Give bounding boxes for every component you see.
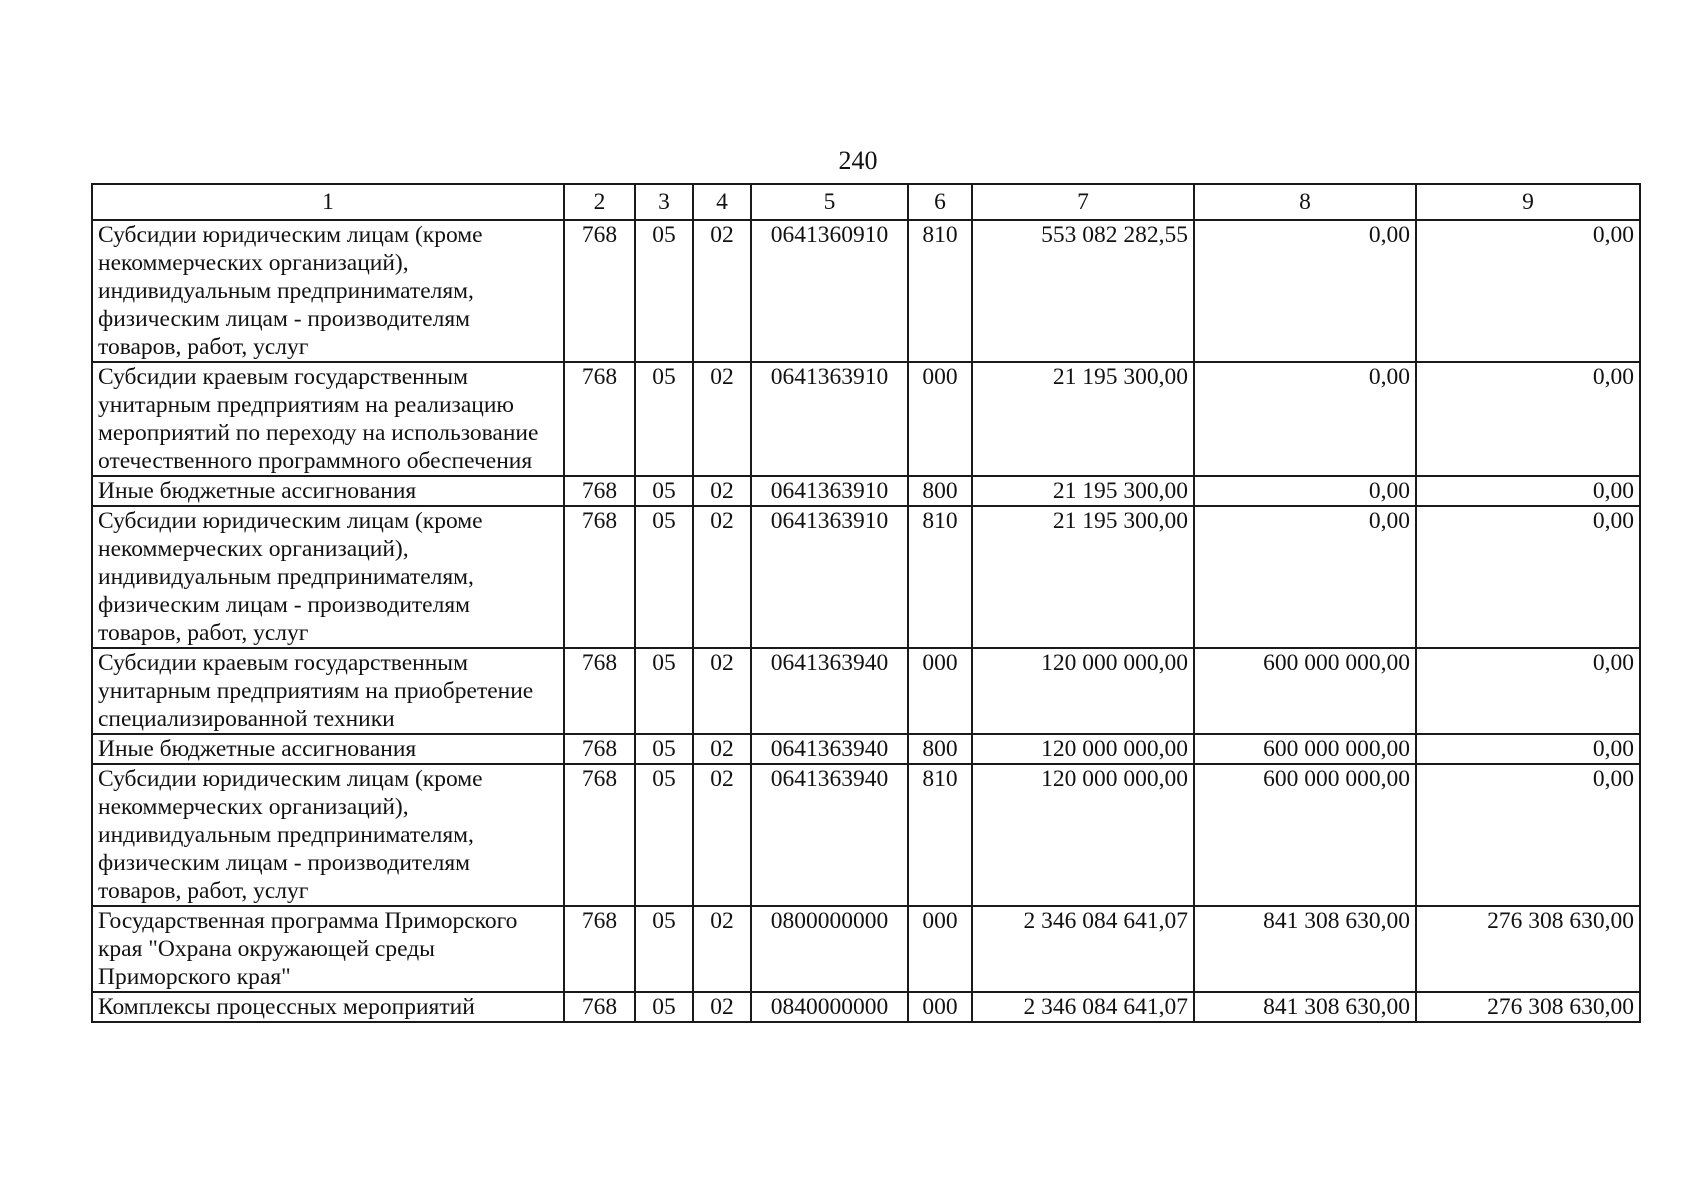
target-article-code: 0641363910 — [751, 362, 908, 476]
budget-table — [91, 183, 1641, 1023]
ministry-code: 768 — [564, 992, 635, 1022]
header-row — [92, 184, 1640, 220]
subsection-code: 02 — [693, 220, 751, 362]
subsection-code: 02 — [693, 506, 751, 648]
table-row — [92, 506, 1640, 648]
expense-type-code: 810 — [908, 220, 972, 362]
target-article-code: 0641360910 — [751, 220, 908, 362]
section-code: 05 — [635, 220, 693, 362]
table-row — [92, 734, 1640, 764]
target-article-code: 0641363910 — [751, 506, 908, 648]
expense-type-code: 000 — [908, 992, 972, 1022]
target-article-code: 0641363940 — [751, 648, 908, 734]
header-cell: 1 — [92, 184, 564, 220]
amount-col9: 276 308 630,00 — [1416, 992, 1640, 1022]
expense-type-code: 800 — [908, 734, 972, 764]
item-name: Государственная программа Приморского края "Охрана окружающей среды Приморского края" — [92, 906, 564, 992]
amount-col9: 0,00 — [1416, 764, 1640, 906]
header-cell: 2 — [564, 184, 635, 220]
header-cell: 8 — [1194, 184, 1416, 220]
section-code: 05 — [635, 648, 693, 734]
amount-col9: 0,00 — [1416, 476, 1640, 506]
amount-col8: 600 000 000,00 — [1194, 764, 1416, 906]
amount-col9: 276 308 630,00 — [1416, 906, 1640, 992]
ministry-code: 768 — [564, 648, 635, 734]
table-row — [92, 992, 1640, 1022]
header-cell: 5 — [751, 184, 908, 220]
section-code: 05 — [635, 992, 693, 1022]
amount-col9: 0,00 — [1416, 648, 1640, 734]
amount-col8: 0,00 — [1194, 362, 1416, 476]
ministry-code: 768 — [564, 362, 635, 476]
page-number: 240 — [838, 146, 878, 175]
section-code: 05 — [635, 476, 693, 506]
table-row — [92, 476, 1640, 506]
expense-type-code: 810 — [908, 764, 972, 906]
expense-type-code: 000 — [908, 648, 972, 734]
item-name: Субсидии юридическим лицам (кроме некоммерческих организаций), индивидуальным предпринимателям, физическим лицам - производителям товаров, работ, услуг — [92, 506, 564, 648]
item-name: Субсидии юридическим лицам (кроме некоммерческих организаций), индивидуальным предпринимателям, физическим лицам - производителям товаров, работ, услуг — [92, 220, 564, 362]
amount-col7: 120 000 000,00 — [972, 734, 1194, 764]
section-code: 05 — [635, 764, 693, 906]
target-article-code: 0641363940 — [751, 764, 908, 906]
header-cell: 4 — [693, 184, 751, 220]
target-article-code: 0800000000 — [751, 906, 908, 992]
amount-col7: 2 346 084 641,07 — [972, 992, 1194, 1022]
amount-col9: 0,00 — [1416, 220, 1640, 362]
table-row — [92, 220, 1640, 362]
amount-col8: 841 308 630,00 — [1194, 992, 1416, 1022]
subsection-code: 02 — [693, 362, 751, 476]
expense-type-code: 800 — [908, 476, 972, 506]
ministry-code: 768 — [564, 906, 635, 992]
table-row — [92, 648, 1640, 734]
subsection-code: 02 — [693, 648, 751, 734]
amount-col8: 841 308 630,00 — [1194, 906, 1416, 992]
item-name: Субсидии краевым государственным унитарным предприятиям на реализацию мероприятий по переходу на использование отечественного программного обеспечения — [92, 362, 564, 476]
item-name: Субсидии краевым государственным унитарным предприятиям на приобретение специализированной техники — [92, 648, 564, 734]
item-name: Иные бюджетные ассигнования — [92, 734, 564, 764]
header-cell: 3 — [635, 184, 693, 220]
table-row — [92, 764, 1640, 906]
amount-col7: 553 082 282,55 — [972, 220, 1194, 362]
ministry-code: 768 — [564, 220, 635, 362]
amount-col7: 21 195 300,00 — [972, 506, 1194, 648]
subsection-code: 02 — [693, 764, 751, 906]
amount-col7: 21 195 300,00 — [972, 476, 1194, 506]
item-name: Субсидии юридическим лицам (кроме некоммерческих организаций), индивидуальным предпринимателям, физическим лицам - производителям товаров, работ, услуг — [92, 764, 564, 906]
target-article-code: 0641363940 — [751, 734, 908, 764]
amount-col8: 600 000 000,00 — [1194, 648, 1416, 734]
section-code: 05 — [635, 734, 693, 764]
amount-col7: 2 346 084 641,07 — [972, 906, 1194, 992]
subsection-code: 02 — [693, 476, 751, 506]
amount-col8: 0,00 — [1194, 506, 1416, 648]
table-row — [92, 906, 1640, 992]
amount-col8: 0,00 — [1194, 476, 1416, 506]
section-code: 05 — [635, 506, 693, 648]
amount-col7: 21 195 300,00 — [972, 362, 1194, 476]
subsection-code: 02 — [693, 906, 751, 992]
subsection-code: 02 — [693, 734, 751, 764]
expense-type-code: 000 — [908, 362, 972, 476]
expense-type-code: 810 — [908, 506, 972, 648]
table-row — [92, 362, 1640, 476]
amount-col9: 0,00 — [1416, 734, 1640, 764]
amount-col7: 120 000 000,00 — [972, 764, 1194, 906]
amount-col8: 0,00 — [1194, 220, 1416, 362]
amount-col9: 0,00 — [1416, 362, 1640, 476]
header-cell: 9 — [1416, 184, 1640, 220]
ministry-code: 768 — [564, 734, 635, 764]
expense-type-code: 000 — [908, 906, 972, 992]
item-name: Комплексы процессных мероприятий — [92, 992, 564, 1022]
target-article-code: 0840000000 — [751, 992, 908, 1022]
ministry-code: 768 — [564, 476, 635, 506]
header-cell: 7 — [972, 184, 1194, 220]
amount-col8: 600 000 000,00 — [1194, 734, 1416, 764]
ministry-code: 768 — [564, 506, 635, 648]
amount-col7: 120 000 000,00 — [972, 648, 1194, 734]
section-code: 05 — [635, 362, 693, 476]
section-code: 05 — [635, 906, 693, 992]
ministry-code: 768 — [564, 764, 635, 906]
item-name: Иные бюджетные ассигнования — [92, 476, 564, 506]
amount-col9: 0,00 — [1416, 506, 1640, 648]
header-cell: 6 — [908, 184, 972, 220]
subsection-code: 02 — [693, 992, 751, 1022]
target-article-code: 0641363910 — [751, 476, 908, 506]
